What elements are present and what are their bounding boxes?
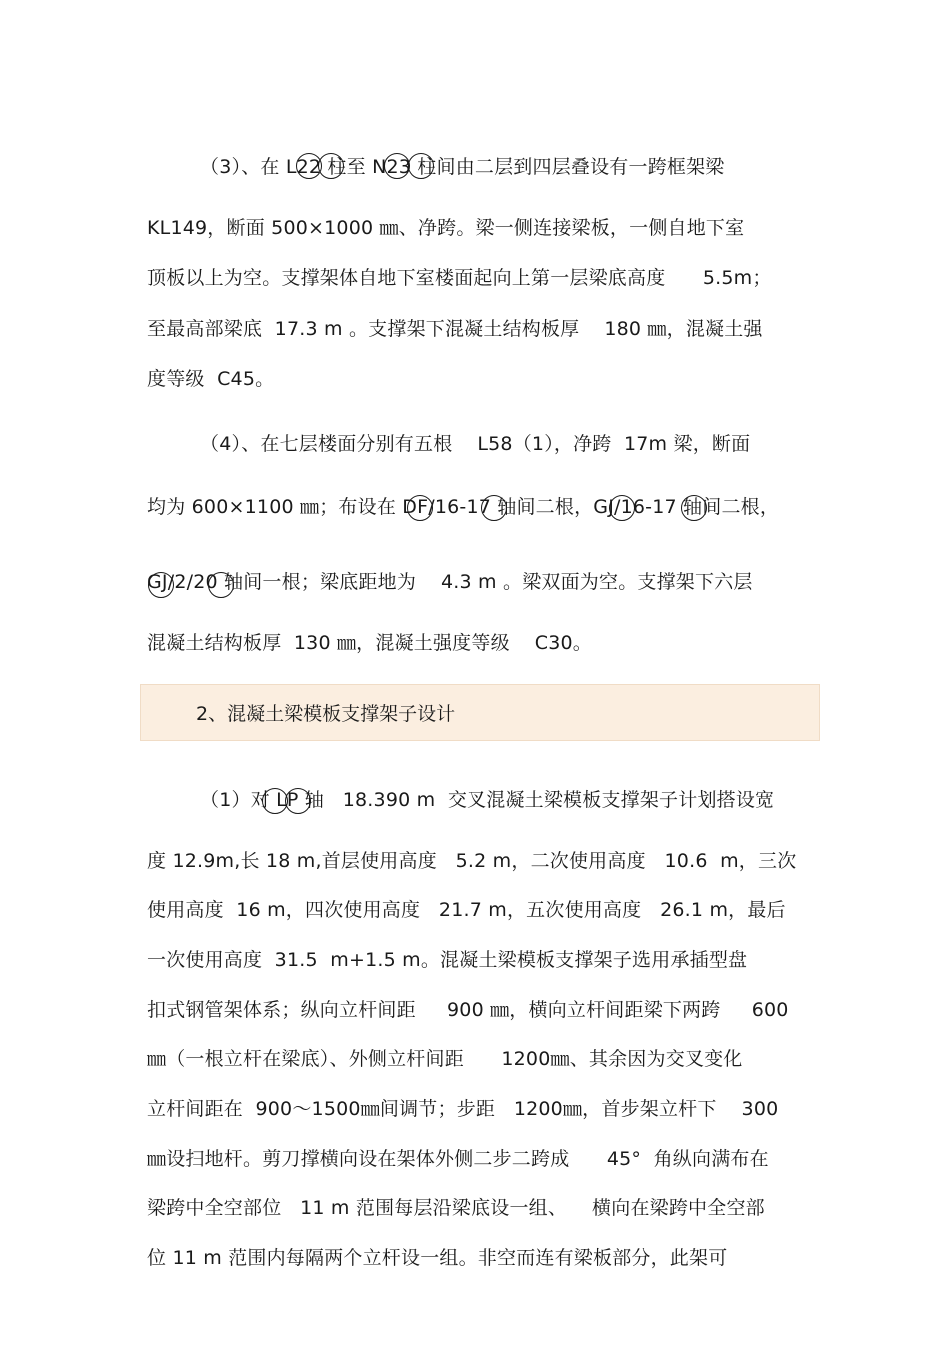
p1-line-9: 梁跨中全空部位 11 m 范围每层沿梁底设一组、 横向在梁跨中全空部 — [147, 1197, 765, 1219]
p3-line-2: KL149，断面 500×1000 ㎜、净跨。梁一侧连接梁板，一侧自地下室 — [147, 217, 745, 239]
p3-line-5: 度等级 C45。 — [147, 368, 275, 390]
p4-line-4: 混凝土结构板厚 130 ㎜，混凝土强度等级 C30。 — [147, 632, 592, 654]
p3-line-4: 至最高部梁底 17.3 m 。支撑架下混凝土结构板厚 180 ㎜，混凝土强 — [147, 318, 763, 340]
axis-circle-N23 — [384, 153, 410, 179]
axis-circle-D — [407, 495, 433, 521]
axis-circle-L22b — [318, 153, 344, 179]
p4-line-1: （4）、在七层楼面分别有五根 L58（1），净跨 17m 梁，断面 — [200, 433, 751, 455]
p1-line-6: ㎜（一根立杆在梁底）、外侧立杆间距 1200㎜、其余因为交叉变化 — [147, 1048, 743, 1070]
axis-circle-17b — [681, 495, 707, 521]
axis-circle-17a — [481, 495, 507, 521]
p1-line-4: 一次使用高度 31.5 m+1.5 m。混凝土梁模板支撑架子选用承插型盘 — [147, 949, 748, 971]
axis-circle-P — [285, 788, 311, 814]
p1-line-5: 扣式钢管架体系；纵向立杆间距 900 ㎜，横向立杆间距梁下两跨 600 — [147, 999, 789, 1021]
p1-line-8: ㎜设扫地杆。剪刀撑横向设在架体外侧二步二跨成 45° 角纵向满布在 — [147, 1148, 769, 1170]
p1-line-2: 度 12.9m,长 18 m,首层使用高度 5.2 m，二次使用高度 10.6 m，三次 — [147, 850, 797, 872]
section-heading-title: 2、混凝土梁模板支撑架子设计 — [196, 703, 456, 725]
axis-circle-G2 — [148, 572, 174, 598]
p3-line-3: 顶板以上为空。支撑架体自地下室楼面起向上第一层梁底高度 5.5m； — [147, 267, 772, 289]
p4-line-2: 均为 600×1100 ㎜；布设在 DF/16-17 轴间二根，GJ/16-17 轴间二根， — [147, 496, 780, 518]
p1-line-3: 使用高度 16 m，四次使用高度 21.7 m，五次使用高度 26.1 m，最后 — [147, 899, 786, 921]
p3-line-1: （3）、在 L22 柱至 N23 柱间由二层到四层叠设有一跨框架梁 — [200, 156, 725, 178]
p4-line-3: GJ/2/20 轴间一根；梁底距地为 4.3 m 。梁双面为空。支撑架下六层 — [147, 571, 753, 593]
p1-line-7: 立杆间距在 900～1500㎜间调节；步距 1200㎜，首步架立杆下 300 — [147, 1098, 779, 1120]
axis-circle-20 — [208, 572, 234, 598]
axis-circle-N23b — [408, 153, 434, 179]
p1-line-1: （1）对 LP 轴 18.390 m 交叉混凝土梁模板支撑架子计划搭设宽 — [200, 789, 775, 811]
axis-circle-G — [609, 495, 635, 521]
p1-line-10: 位 11 m 范围内每隔两个立杆设一组。非空而连有梁板部分，此架可 — [147, 1247, 728, 1269]
